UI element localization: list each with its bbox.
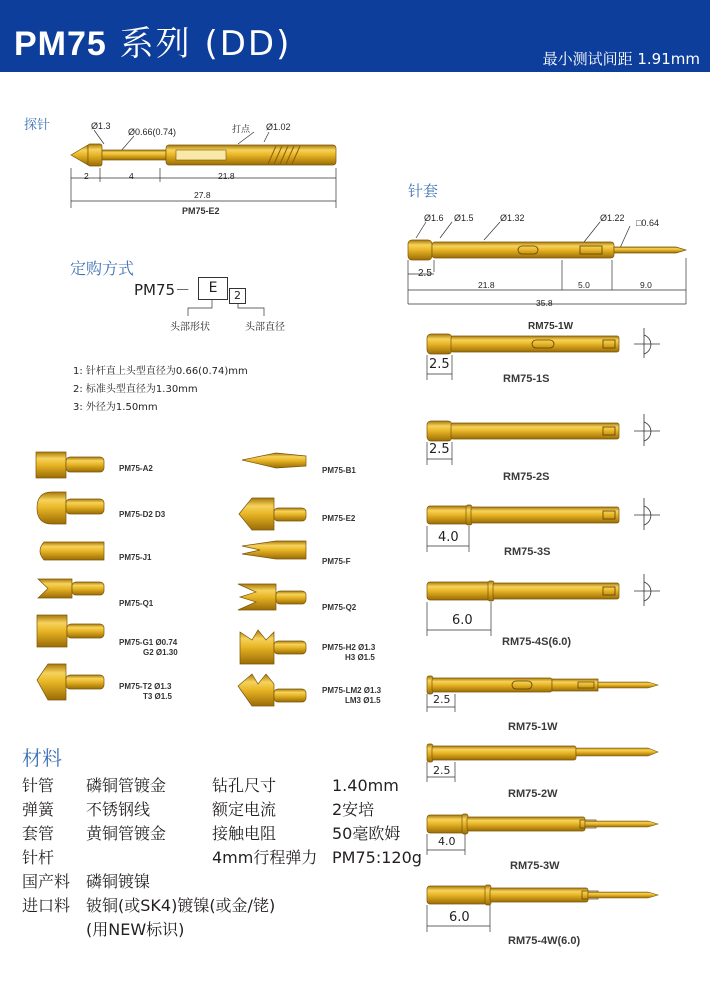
material-row: (用NEW标识) — [86, 920, 185, 939]
title-suffix: (DD) — [204, 24, 292, 64]
tip-right-1: PM75-B1 — [322, 466, 356, 475]
ordering-box-diameter: 2 — [229, 288, 246, 304]
socket-label-d5: □0.64 — [636, 218, 659, 228]
receptacle-3w — [427, 814, 658, 855]
tip-left-5b: G2 Ø1.30 — [143, 648, 178, 657]
probe-label-dot: 打点 — [232, 124, 251, 134]
tip-right-4: PM75-Q2 — [322, 603, 357, 612]
spec-row: 额定电流 2安培 — [212, 800, 375, 819]
probe-dim-a: 2 — [84, 171, 89, 181]
title-model: PM75 — [14, 25, 107, 63]
receptacle-4-model: RM75-4S(6.0) — [502, 636, 572, 648]
receptacle-5-model: RM75-1W — [508, 721, 558, 733]
tip-left-1: PM75-A2 — [119, 464, 153, 473]
receptacle-2s — [427, 414, 660, 465]
material-row: 针管 磷铜管镀金 — [22, 776, 167, 795]
note-3: 3: 外径为1.50mm — [73, 402, 158, 413]
receptacle-1-dim: 2.5 — [429, 357, 450, 372]
receptacle-3-dim: 4.0 — [438, 530, 459, 545]
ordering-label-diameter: 头部直径 — [245, 322, 285, 333]
probe-label-d1: Ø1.3 — [91, 121, 111, 131]
receptacle-6-dim: 2.5 — [433, 764, 451, 777]
note-1: 1: 针杆直上头型直径为0.66(0.74)mm — [73, 366, 248, 377]
tip-right-6b: LM3 Ø1.5 — [345, 696, 381, 705]
socket-heading: 针套 — [408, 182, 439, 200]
probe-label-d3: Ø1.02 — [266, 122, 291, 132]
receptacle-5-dim: 2.5 — [433, 693, 451, 706]
spec-row: 4mm行程弹力 PM75:120g — [212, 848, 422, 867]
spec-row: 接触电阻 50毫欧姆 — [212, 824, 401, 843]
socket-dim-c: 5.0 — [578, 280, 590, 290]
probe-dim-total: 27.8 — [194, 190, 211, 200]
socket-dim-d: 9.0 — [640, 280, 652, 290]
tip-left-3: PM75-J1 — [119, 553, 152, 562]
tip-right-6a: PM75-LM2 Ø1.3 — [322, 686, 382, 695]
title-series: 系列 — [119, 24, 192, 64]
receptacle-7-dim: 4.0 — [438, 835, 456, 848]
material-row: 进口料 铍铜(或SK4)镀镍(或金/铑) — [22, 896, 276, 915]
tip-left-6b: T3 Ø1.5 — [143, 692, 172, 701]
materials-heading: 材料 — [22, 746, 62, 770]
receptacle-3s — [427, 498, 660, 552]
receptacle-1-model: RM75-1S — [503, 373, 550, 385]
ordering-label-shape: 头部形状 — [170, 322, 210, 333]
tip-left-5a: PM75-G1 Ø0.74 — [119, 638, 178, 647]
receptacle-8-dim: 6.0 — [449, 910, 470, 925]
tip-right-5b: H3 Ø1.5 — [345, 653, 375, 662]
socket-model: RM75-1W — [528, 321, 574, 332]
receptacle-1w — [427, 676, 658, 712]
receptacle-2-dim: 2.5 — [429, 442, 450, 457]
receptacle-4-dim: 6.0 — [452, 613, 473, 628]
material-row: 套管 黄铜管镀金 — [22, 824, 167, 843]
ordering-heading: 定购方式 — [70, 259, 135, 278]
receptacle-8-model: RM75-4W(6.0) — [508, 935, 581, 947]
tip-left-2: PM75-D2 D3 — [119, 510, 166, 519]
receptacle-2-model: RM75-2S — [503, 471, 550, 483]
probe-label-d2: Ø0.66(0.74) — [128, 127, 177, 137]
socket-label-d2: Ø1.5 — [454, 213, 474, 223]
probe-heading: 探针 — [24, 118, 51, 133]
socket-label-d1: Ø1.6 — [424, 213, 444, 223]
receptacle-7-model: RM75-3W — [510, 860, 560, 872]
materials-right-list — [212, 774, 422, 870]
min-spacing: 最小测试间距 1.91mm — [542, 50, 700, 68]
ordering-box-shape: E — [198, 277, 228, 300]
socket-label-d4: Ø1.22 — [600, 213, 625, 223]
probe-dim-c: 21.8 — [218, 171, 235, 181]
socket-label-d3: Ø1.32 — [500, 213, 525, 223]
tip-right-2: PM75-E2 — [322, 514, 356, 523]
material-row: 针杆 — [22, 848, 55, 867]
tip-left-4: PM75-Q1 — [119, 599, 154, 608]
ordering-prefix: PM75－ — [134, 281, 191, 299]
tip-left-6a: PM75-T2 Ø1.3 — [119, 682, 172, 691]
probe-model: PM75-E2 — [182, 206, 220, 216]
socket-dim-b: 21.8 — [478, 280, 495, 290]
material-row: 弹簧 不锈钢线 — [22, 800, 151, 819]
socket-dim-total: 35.8 — [536, 298, 553, 308]
receptacle-6-model: RM75-2W — [508, 788, 558, 800]
socket-dim-a: 2.5 — [418, 268, 432, 279]
material-row: 国产料 磷铜镀镍 — [22, 872, 151, 891]
note-2: 2: 标准头型直径为1.30mm — [73, 384, 198, 395]
spec-row: 钻孔尺寸 1.40mm — [212, 776, 399, 795]
tip-right-5a: PM75-H2 Ø1.3 — [322, 643, 376, 652]
receptacle-2w — [427, 744, 658, 782]
tip-right-3: PM75-F — [322, 557, 351, 566]
probe-dim-b: 4 — [129, 171, 134, 181]
receptacle-3-model: RM75-3S — [504, 546, 551, 558]
